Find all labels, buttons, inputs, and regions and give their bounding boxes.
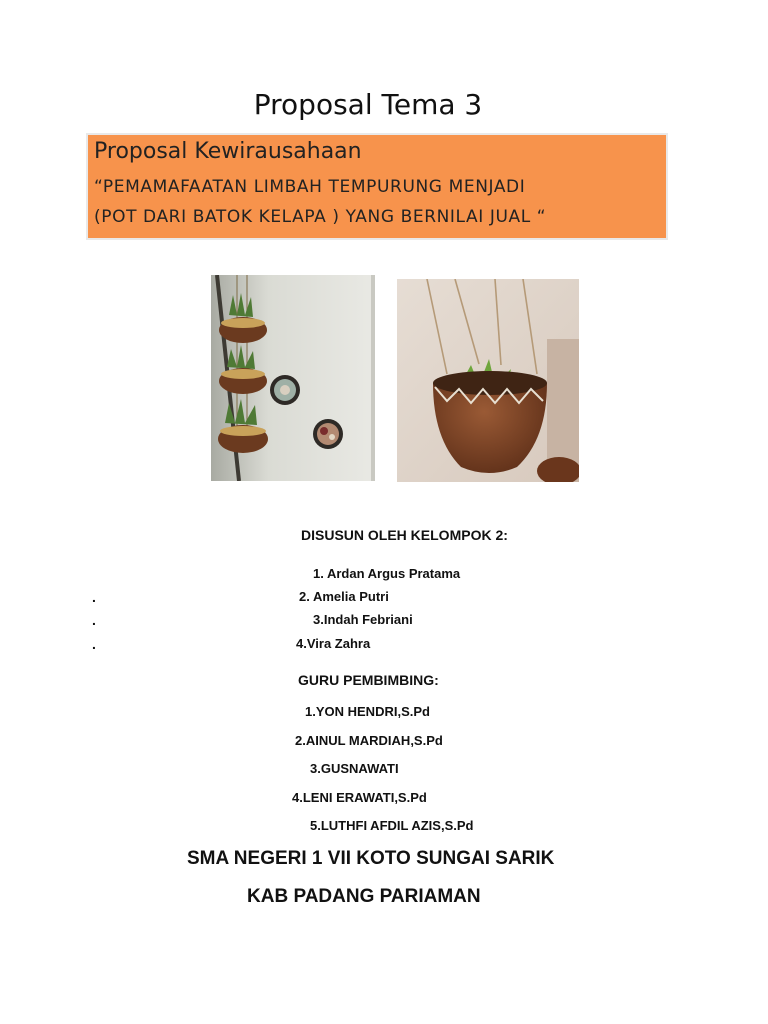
title-banner	[86, 133, 668, 240]
advisor-item-5: 5.LUTHFI AFDIL AZIS,S.Pd	[310, 818, 474, 833]
banner-line-2: (POT DARI BATOK KELAPA ) YANG BERNILAI JUAL “	[94, 207, 547, 227]
document-title: Proposal Tema 3	[253, 88, 483, 121]
authors-heading: DISUSUN OLEH KELOMPOK 2:	[301, 527, 508, 543]
photo-single-coconut-pot	[397, 279, 579, 482]
banner-subtitle: Proposal Kewirausahaan	[94, 139, 362, 164]
advisor-item-2: 2.AINUL MARDIAH,S.Pd	[295, 733, 443, 748]
school-name: SMA NEGERI 1 VII KOTO SUNGAI SARIK	[187, 848, 555, 869]
author-item-4: 4.Vira Zahra	[296, 636, 371, 651]
advisor-item-1: 1.YON HENDRI,S.Pd	[305, 704, 430, 719]
region-name: KAB PADANG PARIAMAN	[247, 886, 481, 907]
bullet-dot-2: .	[92, 612, 96, 628]
author-item-3: 3.Indah Febriani	[313, 612, 413, 627]
author-item-2: 2. Amelia Putri	[299, 589, 389, 604]
advisors-heading: GURU PEMBIMBING:	[298, 672, 439, 688]
photo-hanging-coconut-pots	[211, 275, 375, 481]
bullet-dot-1: .	[92, 589, 96, 605]
bullet-dot-3: .	[92, 636, 96, 652]
banner-line-1: “PEMAMAFAATAN LIMBAH TEMPURUNG MENJADI	[94, 177, 526, 197]
advisor-item-3: 3.GUSNAWATI	[310, 761, 399, 776]
author-item-1: 1. Ardan Argus Pratama	[313, 566, 461, 581]
advisor-item-4: 4.LENI ERAWATI,S.Pd	[292, 790, 427, 805]
